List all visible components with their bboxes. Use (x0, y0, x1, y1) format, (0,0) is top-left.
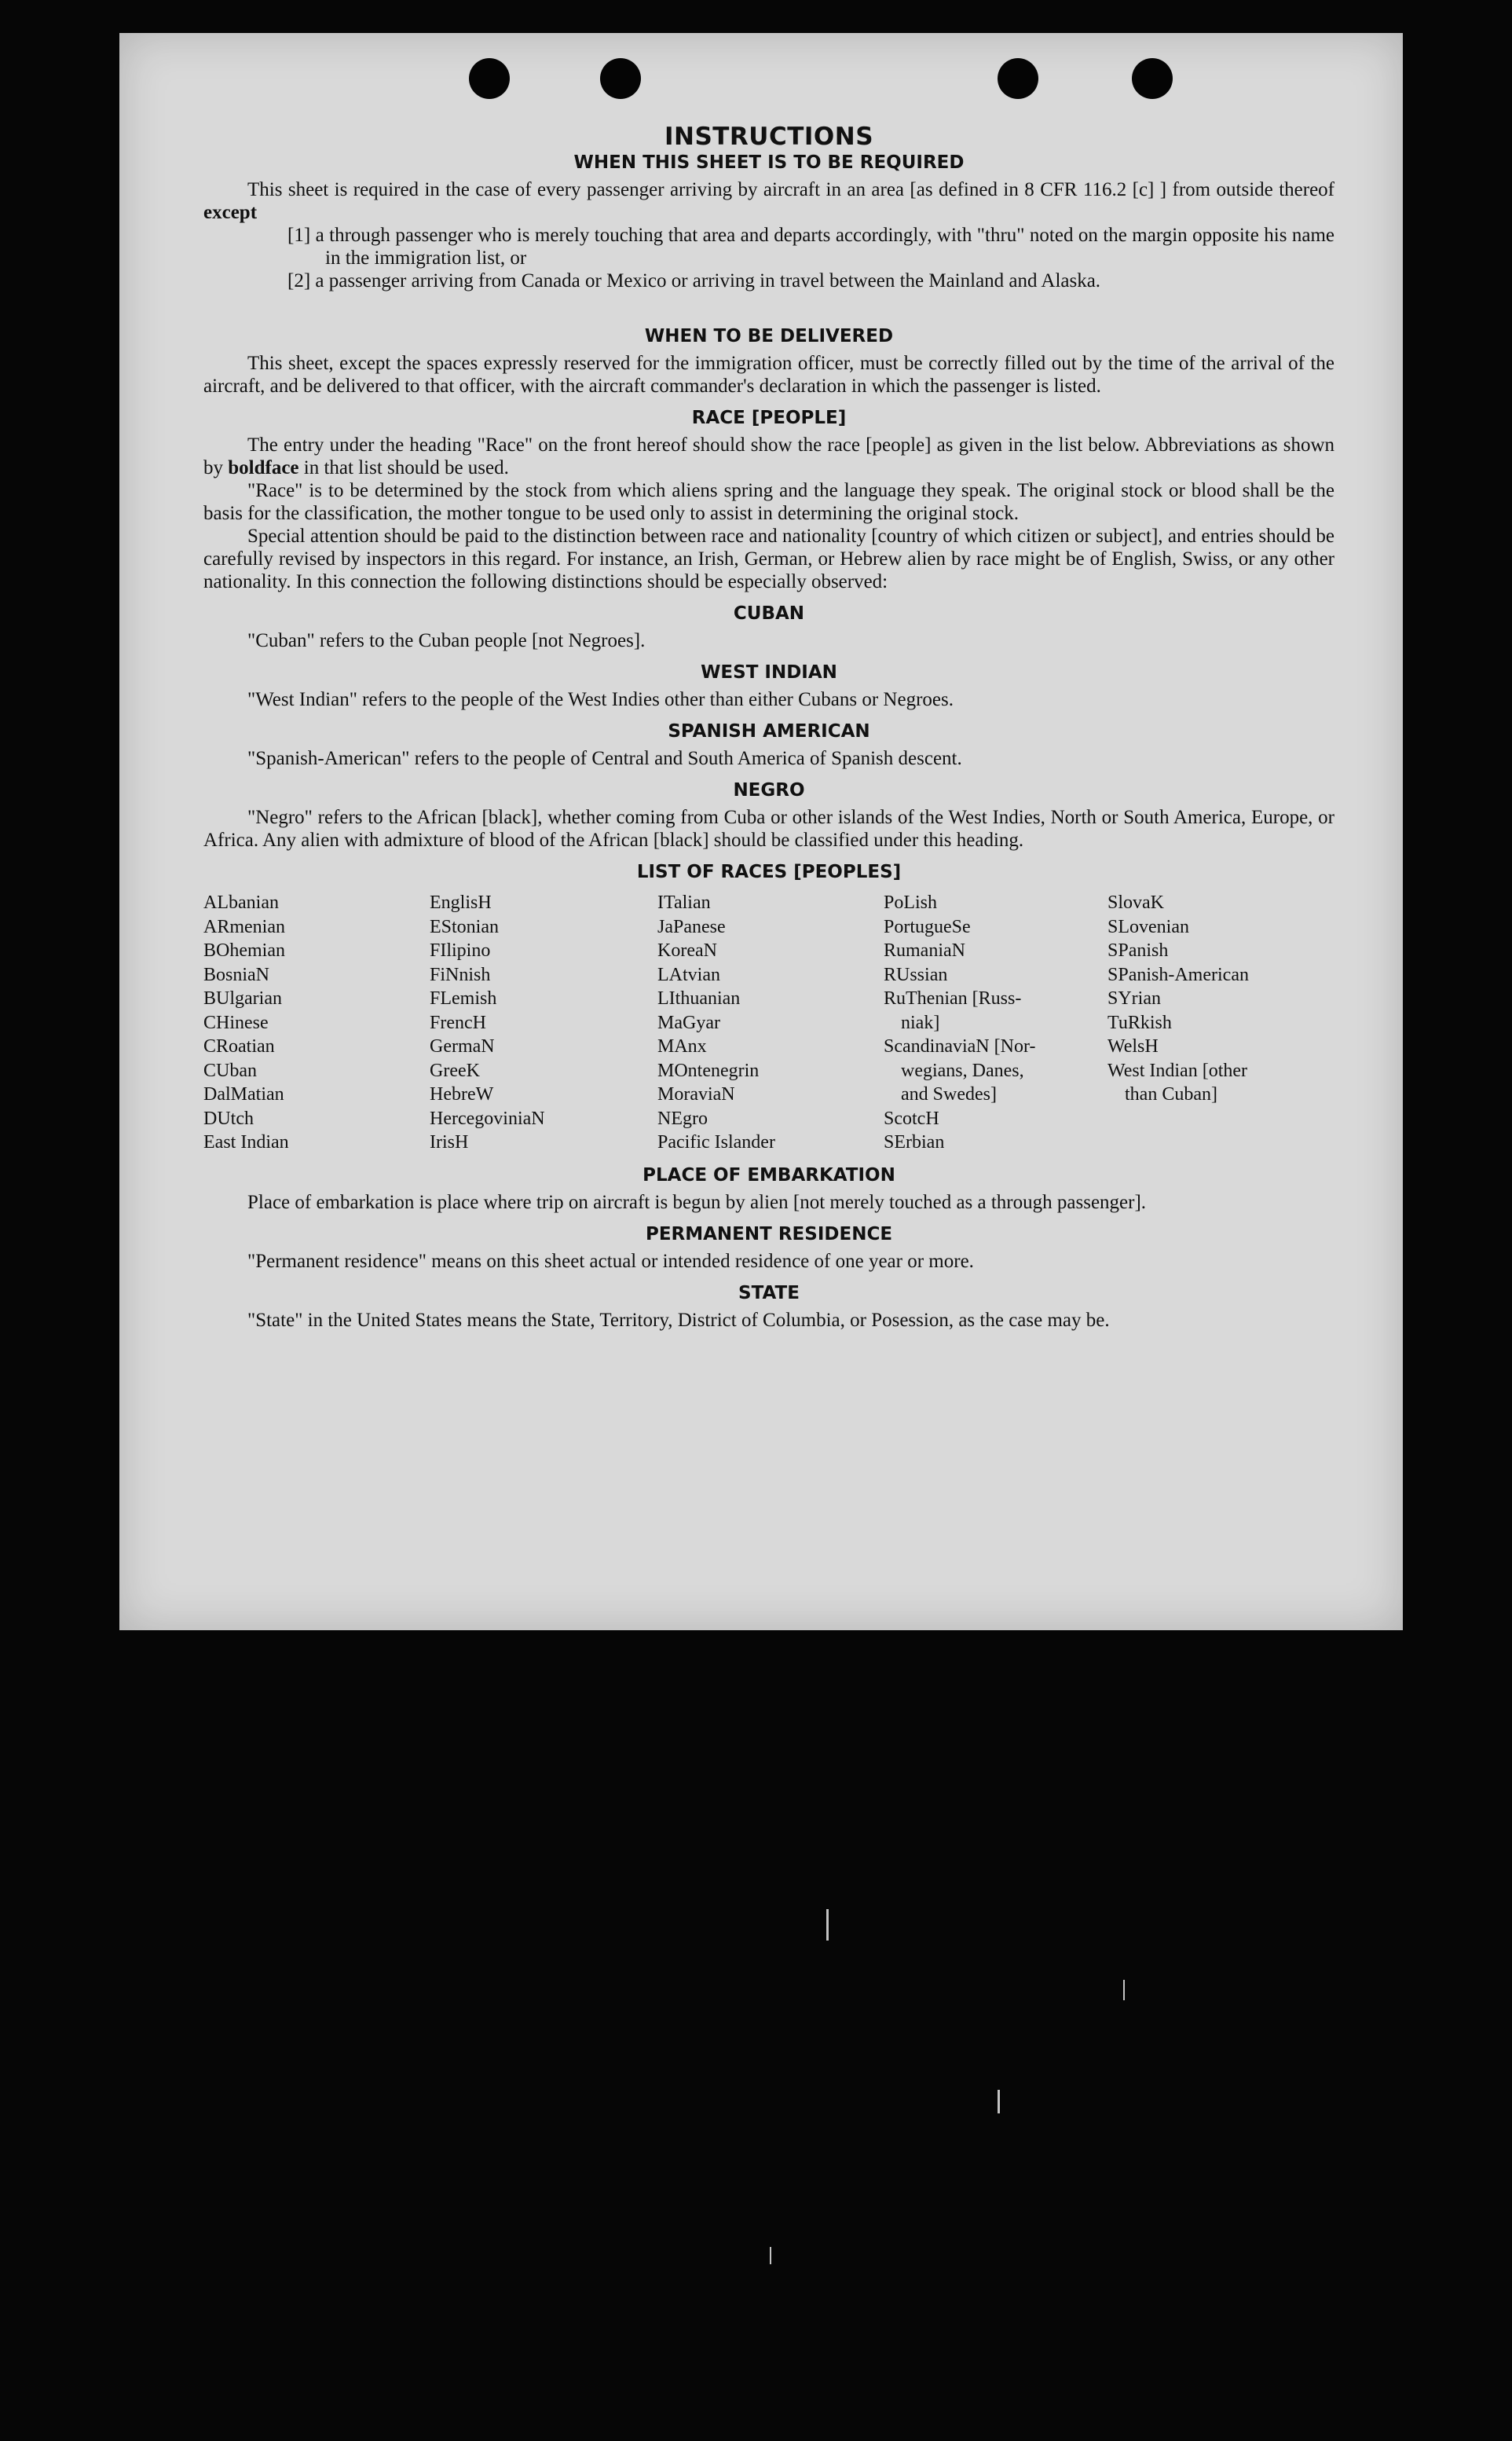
punch-hole (998, 58, 1038, 99)
race-entry: SPanish (1107, 940, 1169, 961)
race-entry: SlovaK (1107, 892, 1164, 913)
heading-west-indian: WEST INDIAN (701, 662, 837, 683)
punch-hole (600, 58, 641, 99)
races-column-5 (1107, 891, 1334, 1155)
race-entry: and Swedes] (901, 1084, 997, 1105)
race-entry: MOntenegrin (657, 1060, 760, 1081)
race-entry: LIthuanian (657, 988, 741, 1009)
heading-embarkation: PLACE OF EMBARKATION (643, 1164, 895, 1186)
document-sheet (119, 33, 1403, 1630)
race-entry: ScotcH (884, 1108, 939, 1129)
race-entry: CRoatian (203, 1036, 275, 1057)
race-paragraph-1: The entry under the heading "Race" on the front hereof should show the race [people] as given in the list below. Abbreviations as shown by boldface in that list should be used. (203, 434, 1334, 478)
embarkation-text: Place of embarkation is place where trip on aircraft is begun by alien [not merely touched as a through passenger]. (247, 1191, 1147, 1213)
race-entry: CHinese (203, 1012, 269, 1033)
race-entry: Pacific Islander (657, 1132, 775, 1153)
heading-negro: NEGRO (733, 780, 805, 801)
race-entry: PortugueSe (884, 916, 971, 937)
required-intro: This sheet is required in the case of every passenger arriving by aircraft in an area [as defined in 8 CFR 116.2 [c] ] from outside thereof except (203, 179, 1334, 223)
punch-hole (1132, 58, 1173, 99)
heading-delivered: WHEN TO BE DELIVERED (644, 326, 894, 346)
races-column-3 (657, 891, 884, 1155)
race-entry: FrencH (430, 1012, 486, 1033)
race-entry: niak] (901, 1012, 940, 1033)
race-paragraph-2: "Race" is to be determined by the stock from which aliens spring and the language they speak. The original stock or blood shall be the basis for the classification, the mother tongue to be used only to assist in determining the original stock. (203, 480, 1334, 524)
race-entry: FLemish (430, 988, 497, 1009)
race-entry: JaPanese (657, 916, 726, 937)
race-entry: TuRkish (1107, 1012, 1172, 1033)
race-entry: ScandinaviaN [Nor- (884, 1036, 1036, 1057)
race-entry: DalMatian (203, 1084, 284, 1105)
instructions-content (203, 123, 1334, 1332)
race-paragraph-3: Special attention should be paid to the distinction between race and nationality [country of which citizen or subject], and entries should be carefully revised by inspectors in this regard. For instance, an Irish, German, or Hebrew alien by race might be of English, Swiss, or any other nationality. In this connection the following distinctions should be especially observed: (203, 526, 1334, 592)
film-scratch (998, 2090, 1000, 2113)
punch-hole (469, 58, 510, 99)
negro-text: "Negro" refers to the African [black], whether coming from Cuba or other islands of the West Indies, North or South America, Europe, or Africa. Any alien with admixture of blood of the African [black] should be classified under this heading. (203, 807, 1334, 851)
heading-required: WHEN THIS SHEET IS TO BE REQUIRED (573, 152, 965, 173)
race-entry: HercegoviniaN (430, 1108, 545, 1129)
spanish-american-text: "Spanish-American" refers to the people of Central and South America of Spanish descent. (247, 748, 962, 769)
race-entry: BUlgarian (203, 988, 282, 1009)
heading-cuban: CUBAN (733, 603, 805, 624)
race-entry: SPanish-American (1107, 964, 1249, 985)
race-entry: SErbian (884, 1132, 945, 1153)
required-item-2: [2] a passenger arriving from Canada or Mexico or arriving in travel between the Mainland and Alaska. (287, 270, 1101, 291)
race-entry: BosniaN (203, 964, 269, 985)
race-entry: CUban (203, 1060, 257, 1081)
race-entry: than Cuban] (1125, 1084, 1217, 1105)
race-entry: PoLish (884, 892, 938, 913)
heading-state: STATE (738, 1282, 800, 1303)
race-entry: SYrian (1107, 988, 1161, 1009)
delivered-text: This sheet, except the spaces expressly reserved for the immigration officer, must be correctly filled out by the time of the arrival of the aircraft, and be delivered to that officer, with the aircraft commander's declaration in which the passenger is listed. (203, 353, 1334, 397)
race-entry: GreeK (430, 1060, 480, 1081)
film-scratch (1123, 1980, 1125, 2000)
race-entry: MAnx (657, 1036, 707, 1057)
races-column-1 (203, 891, 430, 1155)
race-entry: East Indian (203, 1132, 289, 1153)
race-entry: GermaN (430, 1036, 495, 1057)
race-entry: LAtvian (657, 964, 720, 985)
race-entry: WelsH (1107, 1036, 1159, 1057)
race-entry: RUssian (884, 964, 948, 985)
races-table (203, 891, 1334, 1155)
heading-list-of-races: LIST OF RACES [PEOPLES] (636, 862, 902, 882)
film-scratch (826, 1909, 829, 1941)
race-entry: DUtch (203, 1108, 254, 1129)
races-column-2 (430, 891, 657, 1155)
state-text: "State" in the United States means the State, Territory, District of Columbia, or Posession, as the case may be. (247, 1309, 1110, 1331)
residence-text: "Permanent residence" means on this sheet actual or intended residence of one year or more. (247, 1250, 974, 1272)
heading-permanent-residence: PERMANENT RESIDENCE (645, 1223, 893, 1244)
west-indian-text: "West Indian" refers to the people of the West Indies other than either Cubans or Negroes. (247, 689, 954, 710)
race-entry: RumaniaN (884, 940, 965, 961)
race-entry: wegians, Danes, (901, 1060, 1024, 1081)
race-entry: ITalian (657, 892, 711, 913)
races-column-4 (884, 891, 1107, 1155)
cuban-text: "Cuban" refers to the Cuban people [not Negroes]. (247, 630, 646, 651)
race-entry: EnglisH (430, 892, 492, 913)
required-except: except (203, 202, 258, 223)
race-entry: FIlipino (430, 940, 491, 961)
race-entry: BOhemian (203, 940, 285, 961)
race-entry: NEgro (657, 1108, 708, 1129)
heading-race: RACE [PEOPLE] (691, 408, 847, 428)
heading-spanish-american: SPANISH AMERICAN (668, 721, 870, 742)
race-entry: ARmenian (203, 916, 285, 937)
race-entry: SLovenian (1107, 916, 1189, 937)
race-entry: MoraviaN (657, 1084, 735, 1105)
race-entry: RuThenian [Russ- (884, 988, 1022, 1009)
race-entry: EStonian (430, 916, 499, 937)
required-item-1: [1] a through passenger who is merely touching that area and departs accordingly, with "thru" noted on the margin opposite his name in the immigration list, or (287, 225, 1334, 269)
film-scratch (770, 2247, 771, 2264)
race-entry: West Indian [other (1107, 1060, 1248, 1081)
race-entry: IrisH (430, 1132, 469, 1153)
race-entry: FiNnish (430, 964, 491, 985)
race-entry: KoreaN (657, 940, 717, 961)
race-entry: HebreW (430, 1084, 494, 1105)
race-entry: ALbanian (203, 892, 279, 913)
page-title: INSTRUCTIONS (664, 123, 874, 151)
race-entry: MaGyar (657, 1012, 720, 1033)
